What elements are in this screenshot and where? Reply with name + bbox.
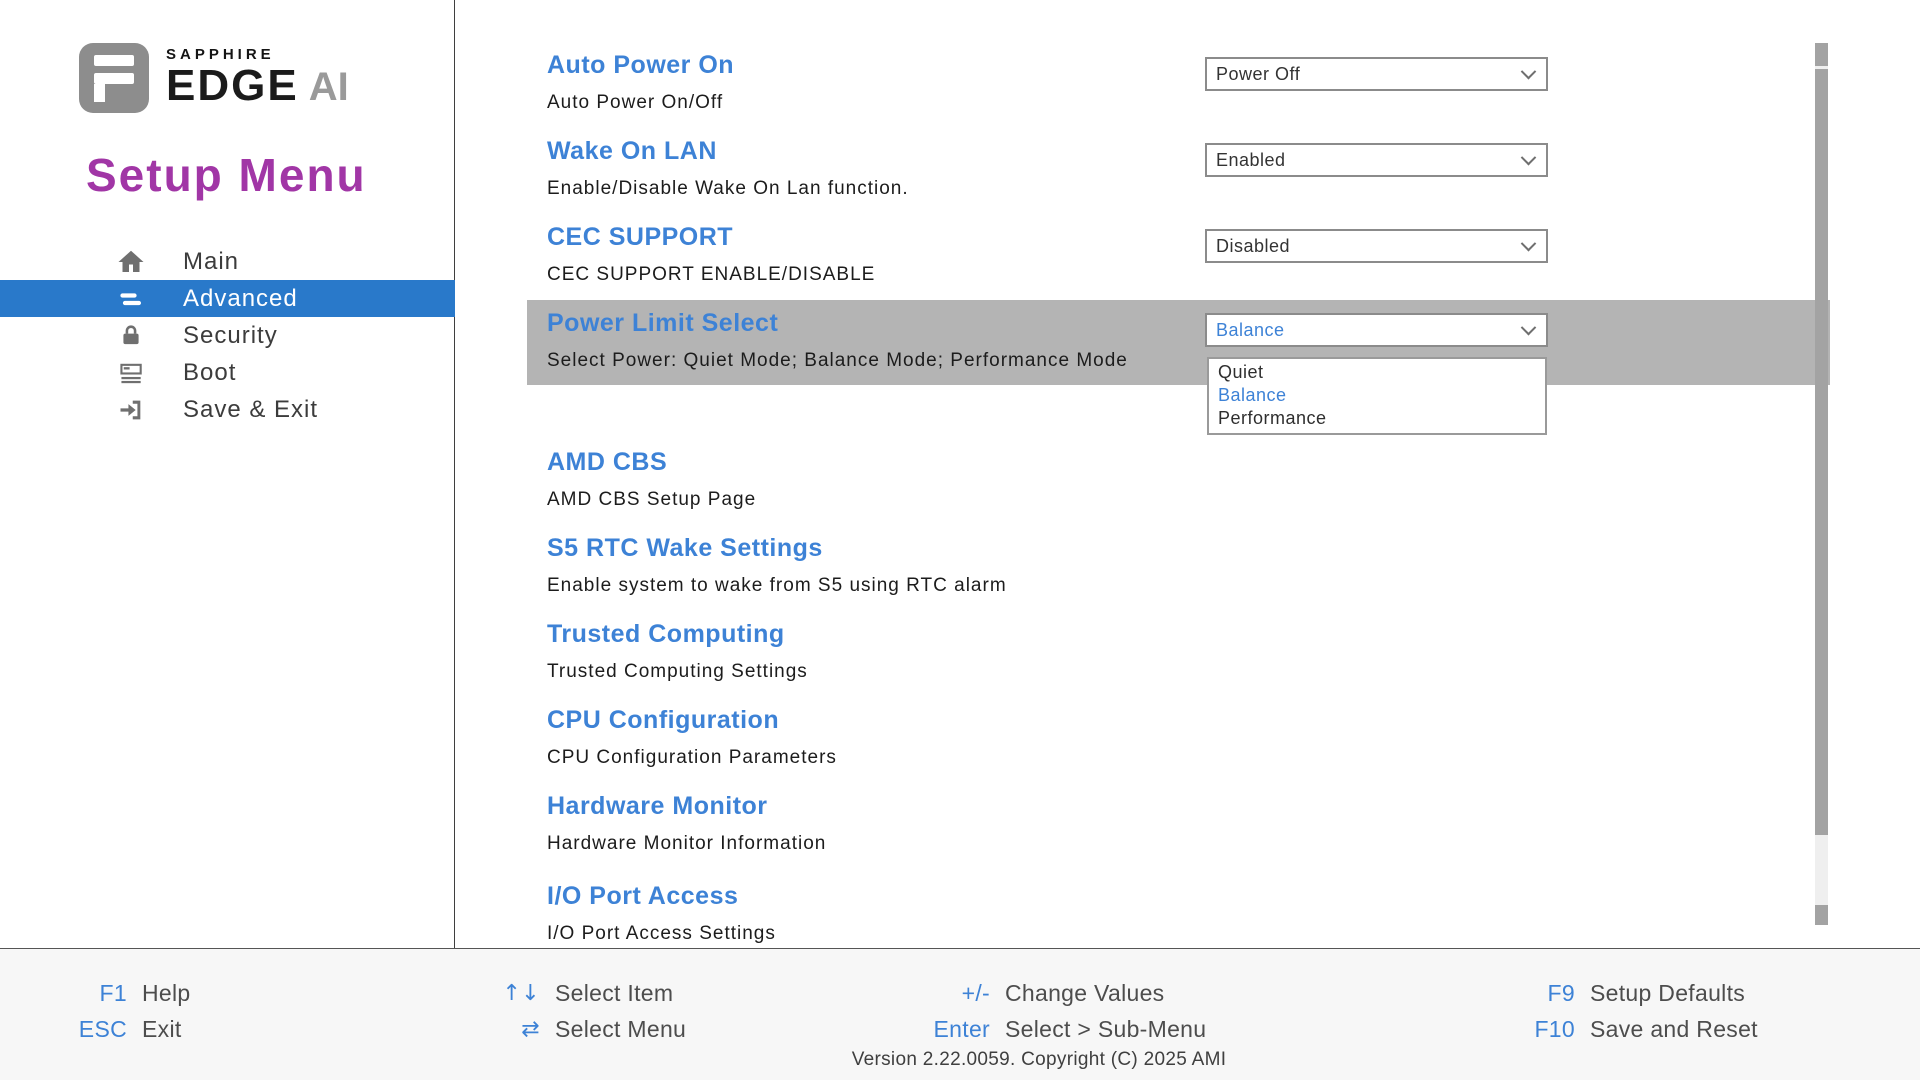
version-copyright: Version 2.22.0059. Copyright (C) 2025 AMI xyxy=(851,1049,1227,1070)
hotkey-enter-submenu xyxy=(850,1014,1206,1044)
hotkey-label: Select Item xyxy=(555,979,674,1006)
hotkey-exit xyxy=(40,1014,182,1044)
hotkey-label: Select > Sub-Menu xyxy=(1005,1015,1207,1042)
setting-name[interactable]: Trusted Computing xyxy=(547,620,785,648)
setting-name[interactable]: Auto Power On xyxy=(547,51,735,79)
hotkey-change-values xyxy=(850,978,1164,1008)
setting-s5-rtc-wake xyxy=(547,533,1780,599)
setting-description: Auto Power On/Off xyxy=(547,92,724,113)
hotkey-label: Select Menu xyxy=(555,1015,687,1042)
hotkey-label: Save and Reset xyxy=(1590,1015,1758,1042)
sliders-icon xyxy=(112,284,150,314)
hotkey-select-menu xyxy=(430,1014,686,1044)
setting-description: Select Power: Quiet Mode; Balance Mode; Performance Mode xyxy=(547,350,1128,371)
hotkey-key: +/- xyxy=(961,979,990,1006)
setting-description: Enable/Disable Wake On Lan function. xyxy=(547,178,909,199)
brand-text xyxy=(166,42,349,108)
sidebar xyxy=(0,0,455,948)
setting-name[interactable]: AMD CBS xyxy=(547,448,668,476)
setting-name[interactable]: S5 RTC Wake Settings xyxy=(547,534,823,562)
hotkey-label: Change Values xyxy=(1005,979,1165,1006)
chevron-down-icon xyxy=(1521,319,1537,335)
hotkey-label: Help xyxy=(142,979,191,1006)
hotkey-label: Setup Defaults xyxy=(1590,979,1746,1006)
hotkey-save-reset xyxy=(1430,1014,1758,1044)
home-icon xyxy=(112,247,150,277)
setting-wake-on-lan xyxy=(547,136,1780,202)
exit-icon xyxy=(112,396,150,424)
power-limit-select[interactable] xyxy=(1205,313,1548,347)
hotkey-select-item xyxy=(430,978,673,1008)
chevron-down-icon xyxy=(1521,149,1537,165)
chevron-down-icon xyxy=(1521,63,1537,79)
setting-cpu-configuration xyxy=(547,705,1780,771)
scrollbar-top-piece[interactable] xyxy=(1815,43,1828,66)
sapphire-logo-icon xyxy=(78,42,150,114)
setting-trusted-computing xyxy=(547,619,1780,685)
hotkey-setup-defaults xyxy=(1430,978,1745,1008)
sidebar-nav xyxy=(0,243,455,428)
dropdown-option-balance[interactable]: Balance xyxy=(1218,385,1287,405)
select-value: Balance xyxy=(1216,320,1523,341)
hotkey-key: F9 xyxy=(1547,979,1575,1006)
brand-edge: EDGE xyxy=(166,61,299,110)
dropdown-option-quiet[interactable]: Quiet xyxy=(1218,362,1264,382)
hotkey-help xyxy=(40,978,191,1008)
hotkey-key: F1 xyxy=(99,979,127,1006)
setting-description: CEC SUPPORT ENABLE/DISABLE xyxy=(547,264,876,285)
setting-name[interactable]: I/O Port Access xyxy=(547,882,739,910)
settings-panel xyxy=(455,0,1920,948)
hotkey-key: Enter xyxy=(933,1015,990,1042)
sidebar-item-main[interactable] xyxy=(0,243,455,280)
setting-description: I/O Port Access Settings xyxy=(547,923,776,944)
setting-description: CPU Configuration Parameters xyxy=(547,747,837,768)
sidebar-item-label: Main xyxy=(183,247,240,275)
dropdown-option-performance[interactable]: Performance xyxy=(1218,408,1327,428)
select-value: Disabled xyxy=(1216,235,1291,256)
setting-name[interactable]: Wake On LAN xyxy=(547,137,717,165)
cec-support-select[interactable] xyxy=(1205,229,1548,263)
page-title: Setup Menu xyxy=(86,149,367,201)
select-value: Power Off xyxy=(1216,63,1301,84)
hotkey-key: F10 xyxy=(1534,1015,1575,1042)
sidebar-item-advanced[interactable] xyxy=(0,280,455,317)
chevron-down-icon xyxy=(1521,235,1537,251)
up-down-arrows-icon: ↑↓ xyxy=(502,980,540,1006)
setting-io-port-access xyxy=(547,881,1780,947)
setting-name[interactable]: CEC SUPPORT xyxy=(547,223,734,251)
hotkey-key: ESC xyxy=(78,1015,127,1042)
auto-power-on-select[interactable] xyxy=(1205,57,1548,91)
setting-name[interactable]: Hardware Monitor xyxy=(547,792,768,820)
setting-name[interactable]: CPU Configuration xyxy=(547,706,780,734)
setting-cec-support xyxy=(547,222,1780,288)
hotkey-label: Exit xyxy=(142,1015,182,1042)
setting-description: Hardware Monitor Information xyxy=(547,833,827,854)
brand-ai: AI xyxy=(308,65,349,109)
scrollbar-thumb[interactable] xyxy=(1815,69,1828,835)
scrollbar[interactable] xyxy=(1815,43,1828,925)
boot-drive-icon xyxy=(112,359,150,387)
brand-logo xyxy=(78,42,349,114)
setting-name[interactable]: Power Limit Select xyxy=(547,309,779,337)
setting-hardware-monitor xyxy=(547,791,1780,857)
setting-description: AMD CBS Setup Page xyxy=(547,489,757,510)
sidebar-item-label: Security xyxy=(183,321,278,349)
lock-icon xyxy=(112,322,150,350)
setting-power-limit-select xyxy=(547,308,1780,374)
hotkey-bar xyxy=(0,948,1920,1080)
left-right-arrows-icon: ⇄ xyxy=(521,1016,540,1042)
select-value: Enabled xyxy=(1216,149,1286,170)
sidebar-item-label: Save & Exit xyxy=(183,395,319,423)
setting-auto-power-on xyxy=(547,50,1780,116)
sidebar-item-label: Advanced xyxy=(183,284,298,312)
setting-description: Enable system to wake from S5 using RTC alarm xyxy=(547,575,1007,596)
brand-sapphire: SAPPHIRE xyxy=(166,46,275,63)
power-limit-dropdown-list xyxy=(1207,357,1547,435)
setting-description: Trusted Computing Settings xyxy=(547,661,808,682)
sidebar-item-label: Boot xyxy=(183,358,237,386)
scrollbar-bottom-piece[interactable] xyxy=(1815,905,1828,925)
sidebar-item-save-exit[interactable] xyxy=(0,391,455,428)
wake-on-lan-select[interactable] xyxy=(1205,143,1548,177)
sidebar-item-boot[interactable] xyxy=(0,354,455,391)
sidebar-item-security[interactable] xyxy=(0,317,455,354)
setting-amd-cbs xyxy=(547,447,1780,513)
